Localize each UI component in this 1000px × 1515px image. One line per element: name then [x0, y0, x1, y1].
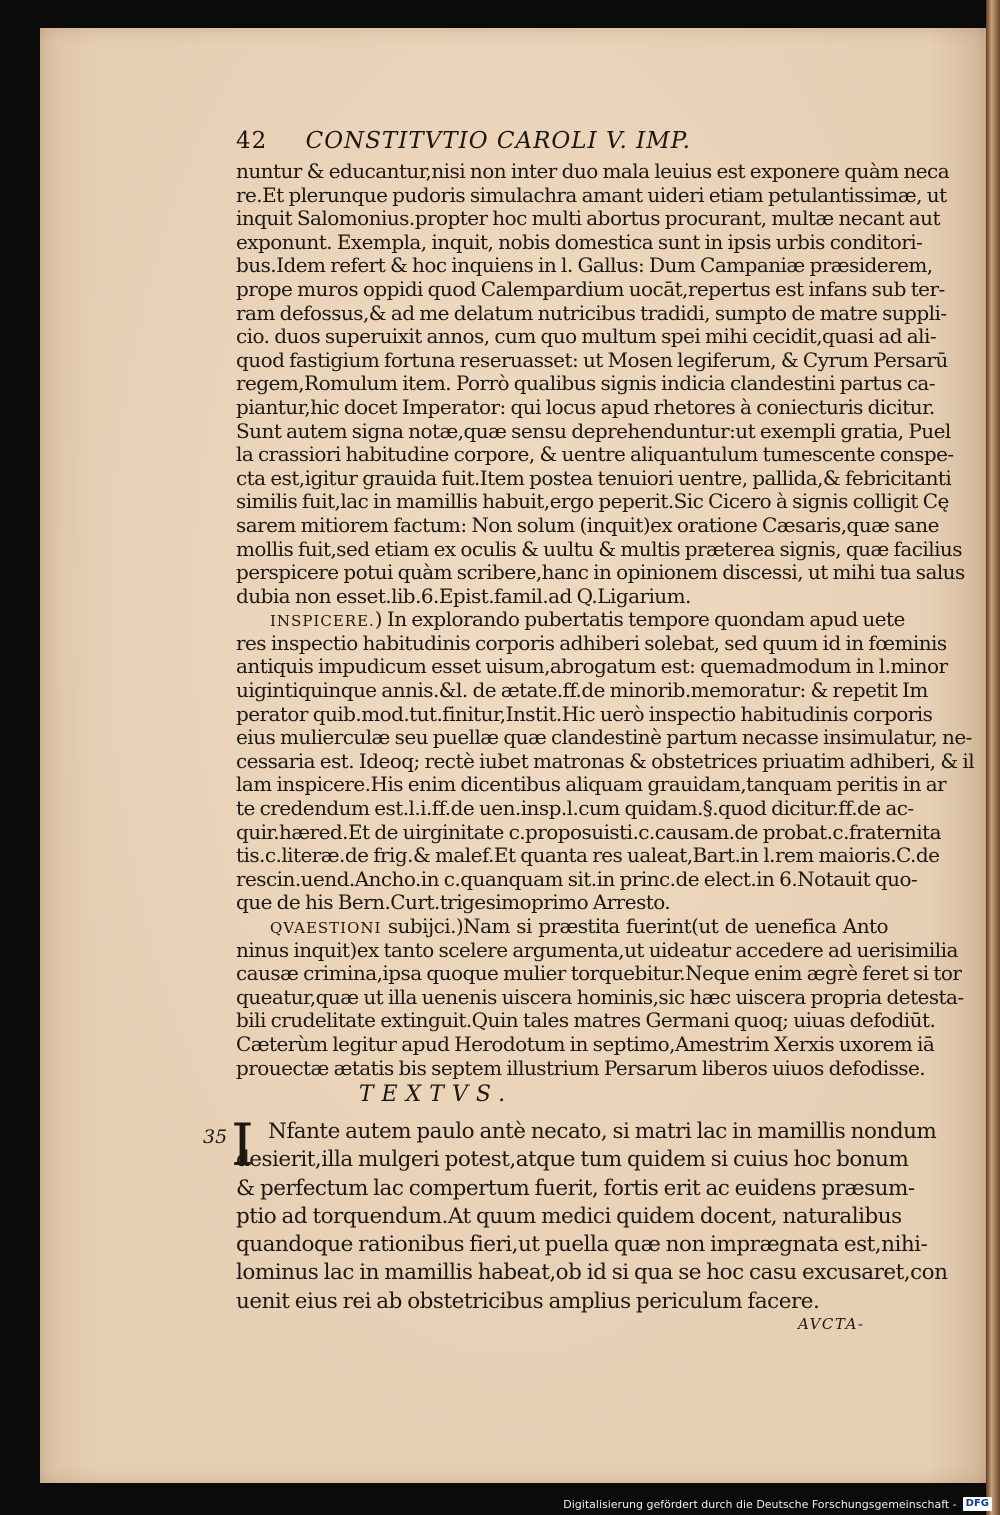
line-text: antiquis impudicum esset uisum,abrogatum est: quemadmodum in l.minor: [236, 654, 948, 679]
commentary-line: [236, 607, 905, 632]
line-text: te credendum est.l.i.ff.de uen.insp.l.cum quidam.§.quod dicitur.ff.de ac-: [236, 796, 914, 821]
drop-capital: I: [231, 1111, 254, 1179]
commentary-line: [236, 701, 933, 727]
line-text: subijci.)Nam si præstita fuerint(ut de uenefica Anto: [381, 914, 888, 938]
section-number: 35: [203, 1126, 228, 1148]
line-text: regem,Romulum item. Porrò qualibus signis indicia clandestini partus ca-: [236, 371, 935, 396]
commentary-paragraph-2: [236, 607, 975, 915]
commentary-line: [236, 442, 954, 467]
line-text: quir.hæred.Et de uirginitate c.proposuisti.c.causam.de probat.c.fraternita: [236, 819, 941, 844]
commentary-line: [236, 1008, 936, 1033]
commentary-line: [236, 984, 964, 1010]
line-text: quandoque rationibus fieri,ut puella quæ non imprægnata est,nihi-: [236, 1232, 928, 1258]
statute-text: [236, 1118, 948, 1316]
line-text: Sunt autem signa notæ,quæ sensu deprehenduntur:ut exempli gratia, Puel: [236, 418, 951, 443]
commentary-line: [236, 206, 940, 231]
commentary-line: [236, 630, 947, 656]
line-text: rescin.uend.Ancho.in c.quanquam sit.in princ.de elect.in 6.Notauit quo-: [236, 866, 918, 891]
line-text: tis.c.literæ.de frig.& malef.Et quanta res ualeat,Bart.in l.rem maioris.C.de: [236, 843, 940, 868]
line-text: cessaria est. Ideoq; rectè iubet matronas & obstetrices priuatim adhiberi, & il: [236, 748, 975, 773]
digitization-footer: [563, 1495, 992, 1513]
line-text: queatur,quæ ut illa uenenis uiscera hominis,sic hæc uiscera propria detesta-: [236, 984, 964, 1009]
line-text: perator quib.mod.tut.finitur,Instit.Hic uerò inspectio habitudinis corporis: [236, 701, 933, 726]
statute-line: [236, 1288, 888, 1316]
dfg-logo-icon: DFG: [963, 1497, 992, 1511]
line-text: prope muros oppidi quod Calempardium uocāt,repertus est infans sub ter-: [236, 276, 945, 301]
commentary-line: [236, 159, 950, 184]
line-text: causæ crimina,ipsa quoque mulier torquebitur.Neque enim ægrè feret si tor: [236, 961, 962, 986]
page-number: 42: [236, 128, 268, 154]
commentary-line: [236, 585, 888, 609]
commentary-line: [236, 300, 947, 326]
commentary-line: [236, 843, 940, 868]
commentary-block: [236, 159, 975, 1080]
commentary-line: [236, 961, 962, 986]
line-text: cio. duos superuixit annos, cum quo multum spei mihi cecidit,quasi ad ali-: [236, 324, 937, 349]
line-text: desierit,illa mulgeri potest,atque tum quidem si cuius hoc bonum: [236, 1147, 909, 1173]
line-text: ninus inquit)ex tanto scelere argumenta,ut uideatur accedere ad uerisimilia: [236, 937, 958, 962]
statute-line: [236, 1175, 915, 1203]
commentary-line: [236, 489, 949, 514]
commentary-line: [236, 229, 923, 255]
commentary-line: [236, 937, 958, 963]
running-title: CONSTITVTIO CAROLI V. IMP.: [305, 128, 691, 154]
commentary-line: [236, 654, 948, 679]
commentary-line: [236, 182, 947, 208]
running-head: [236, 128, 836, 162]
commentary-line: [236, 725, 972, 750]
commentary-line: [236, 560, 965, 585]
line-text: uigintiquinque annis.&l. de ætate.ff.de minorib.memoratur: & repetit Im: [236, 678, 928, 703]
statute-line: [236, 1118, 937, 1146]
line-text: mollis fuit,sed etiam ex oculis & uultu & multis præterea signis, quæ facilius: [236, 536, 962, 561]
line-text: bili crudelitate extinguit.Quin tales matres Germani quoq; uiuas defodiūt.: [236, 1008, 936, 1033]
statute-line: [236, 1146, 909, 1174]
commentary-line: [236, 772, 947, 797]
line-text: cta est,igitur grauida fuit.Item postea tenuiori uentre, pallida,& febricitanti: [236, 465, 952, 490]
line-text: prouectæ ætatis bis septem illustrium Persarum liberos uiuos defodisse.: [236, 1055, 926, 1080]
commentary-line: [236, 1055, 926, 1081]
commentary-line: [236, 418, 951, 444]
commentary-line: [236, 253, 933, 278]
line-text: perspicere potui quàm scribere,hanc in opinionem discessi, ut mihi tua salus: [236, 560, 965, 585]
line-text: nuntur & educantur,nisi non inter duo mala leuius est exponere quàm neca: [236, 159, 950, 183]
commentary-line: [236, 324, 937, 349]
line-text: & perfectum lac compertum fuerit, fortis erit ac euidens præsum-: [236, 1175, 915, 1201]
commentary-line: [236, 891, 888, 915]
commentary-line: [236, 915, 888, 939]
statute-line: [236, 1259, 948, 1287]
line-text: sarem mitiorem factum: Non solum (inquit)ex oratione Cæsaris,quæ sane: [236, 512, 939, 537]
commentary-line: [236, 394, 935, 420]
statute-line: [236, 1203, 902, 1231]
catchword: AVCTA-: [798, 1315, 865, 1333]
commentary-line: [236, 512, 939, 538]
line-text: quod fastigium fortuna reseruasset: ut Mosen legiferum, & Cyrum Persarū: [236, 347, 948, 372]
line-text: ptio ad torquendum.At quum medici quidem docent, naturalibus: [236, 1203, 902, 1229]
line-text: similis fuit,lac in mamillis habuit,ergo peperit.Sic Cicero à signis colligit Cę: [236, 489, 949, 514]
line-text: la crassiori habitudine corpore, & uentre aliquantulum tumescente conspe-: [236, 442, 954, 467]
line-text: Nfante autem paulo antè necato, si matri lac in mamillis nondum: [268, 1119, 937, 1144]
adjacent-page-edge: [986, 0, 1000, 1515]
statute-line: [236, 1231, 928, 1259]
line-text: que de his Bern.Curt.trigesimoprimo Arresto.: [236, 890, 671, 915]
commentary-line: [236, 347, 948, 373]
commentary-line: [236, 465, 952, 491]
commentary-line: [236, 678, 928, 703]
lemma-label: QVAESTIONI: [270, 919, 382, 937]
line-text: lam inspicere.His enim dicentibus aliquam grauidam,tanquam peritis in ar: [236, 772, 947, 797]
line-text: piantur,hic docet Imperator: qui locus apud rhetores à coniecturis dicitur.: [236, 394, 935, 419]
line-text: exponunt. Exempla, inquit, nobis domestica sunt in ipsis urbis conditori-: [236, 229, 923, 254]
commentary-line: [236, 536, 962, 562]
commentary-line: [236, 796, 914, 821]
line-text: eius mulierculæ seu puellæ quæ clandestinè partum necasse insimulatur, ne-: [236, 725, 972, 750]
line-text: res inspectio habitudinis corporis adhiberi solebat, sed quum id in fœminis: [236, 630, 947, 655]
commentary-line: [236, 276, 945, 302]
line-text: inquit Salomonius.propter hoc multi abortus procurant, multæ necant aut: [236, 206, 940, 231]
line-text: dubia non esset.lib.6.Epist.famil.ad Q.Ligarium.: [236, 583, 691, 608]
line-text: ram defossus,& ad me delatum nutricibus tradidi, sumpto de matre suppli-: [236, 300, 947, 325]
commentary-line: [236, 1031, 935, 1057]
line-text: Cæterùm legitur apud Herodotum in septimo,Amestrim Xerxis uxorem iā: [236, 1031, 935, 1056]
line-text: lominus lac in mamillis habeat,ob id si qua se hoc casu excusaret,con: [236, 1260, 948, 1286]
section-heading: TEXTVS.: [358, 1082, 514, 1107]
commentary-line: [236, 866, 918, 892]
commentary-paragraph-3: [236, 914, 964, 1080]
commentary-line: [236, 748, 975, 774]
line-text: re.Et plerunque pudoris simulachra amant uideri etiam petulantissimæ, ut: [236, 182, 947, 207]
line-text: uenit eius rei ab obstetricibus amplius periculum facere.: [236, 1288, 820, 1314]
line-text: bus.Idem refert & hoc inquiens in l. Gallus: Dum Campaniæ præsiderem,: [236, 253, 933, 278]
commentary-paragraph-1: [236, 159, 965, 608]
commentary-line: [236, 371, 935, 396]
lemma-label: INSPICERE.: [270, 612, 375, 631]
line-text: ) In explorando pubertatis tempore quondam apud uete: [374, 607, 905, 632]
footer-credit: Digitalisierung gefördert durch die Deutsche Forschungsgemeinschaft -: [563, 1497, 957, 1511]
commentary-line: [236, 819, 941, 845]
